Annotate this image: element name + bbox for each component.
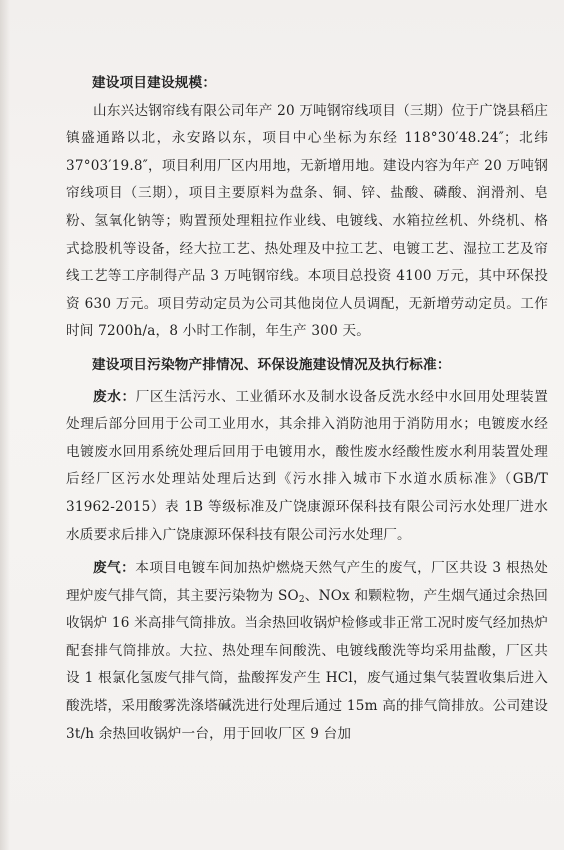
section-heading-construction-scale: 建设项目建设规模： <box>92 75 217 91</box>
wastewater-label: 废水： <box>93 388 136 405</box>
exhaust-label: 废气： <box>93 560 136 577</box>
exhaust-text-part2: 、NOx 和颗粒物，产生烟气通过余热回收锅炉 16 米高排气筒排放。当余热回收锅炉检修或非正常工况时废气经加热炉配套排气筒排放。大拉、热处理车间酸洗、电镀线酸洗等均采用盐酸，厂区共设 1 根氯化氢废气排气筒，盐酸挥发产生 HCl，废气通过集气装置收集后进入酸洗塔，采用酸雾洗涤塔碱洗进行处理后通过 15m 高的排气筒排放。公司建设 3t/h 余热回收锅炉一台，用于回收厂区 9 台加 <box>66 587 548 742</box>
exhaust-text-part1: 本项目电镀车间加热炉燃烧天然气产生的废气，厂区共设 3 根热处理炉废气排气筒，其主要污染物为 SO <box>66 560 548 604</box>
paragraph-wastewater <box>66 384 548 550</box>
so2-subscript: 2 <box>298 594 305 605</box>
paragraph-exhaust <box>66 555 548 748</box>
section-heading-pollution-and-standards: 建设项目污染物产排情况、环保设施建设情况及执行标准： <box>92 356 451 373</box>
paragraph-construction-scale: 山东兴达钢帘线有限公司年产 20 万吨钢帘线项目（三期）位于广饶县稻庄镇盛通路以北，永安路以东，项目中心坐标为东经 118°30′48.24″；北纬 37°03′19.8″，项目利用厂区内用地，无新增用地。建设内容为年产 20 万吨钢帘线项目（三期），项目主要原料为盘条、铜、锌、盐酸、磷酸、润滑剂、皂粉、氢氧化钠等；购置预处理粗拉作业线、电镀线、水箱拉丝机、外绕机、格式捻股机等设备，经大拉工艺、热处理及中拉工艺、电镀工艺、湿拉工艺及帘线工艺等工序制得产品 3 万吨钢帘线。本项目总投资 4100 万元，其中环保投资 630 万元。项目劳动定员为公司其他岗位人员调配，无新增劳动定员。工作时间 7200h/a，8 小时工作制，年生产 300 天。 <box>66 102 548 340</box>
wastewater-text: 厂区生活污水、工业循环水及制水设备反洗水经中水回用处理装置处理后部分回用于公司工业用水，其余排入消防池用于消防用水；电镀废水经电镀废水回用系统处理后回用于电镀用水，酸性废水经酸性废水利用装置处理后经厂区污水处理站处理后达到《污水排入城市下水道水质标准》（GB/T 31962-2015）表 1B 等级标准及广饶康源环保科技有限公司污水处理厂进水水质要求后排入广饶康源环保科技有限公司污水处理厂。 <box>66 388 548 543</box>
document-body <box>66 70 548 748</box>
scan-edge-shadow <box>0 0 10 850</box>
